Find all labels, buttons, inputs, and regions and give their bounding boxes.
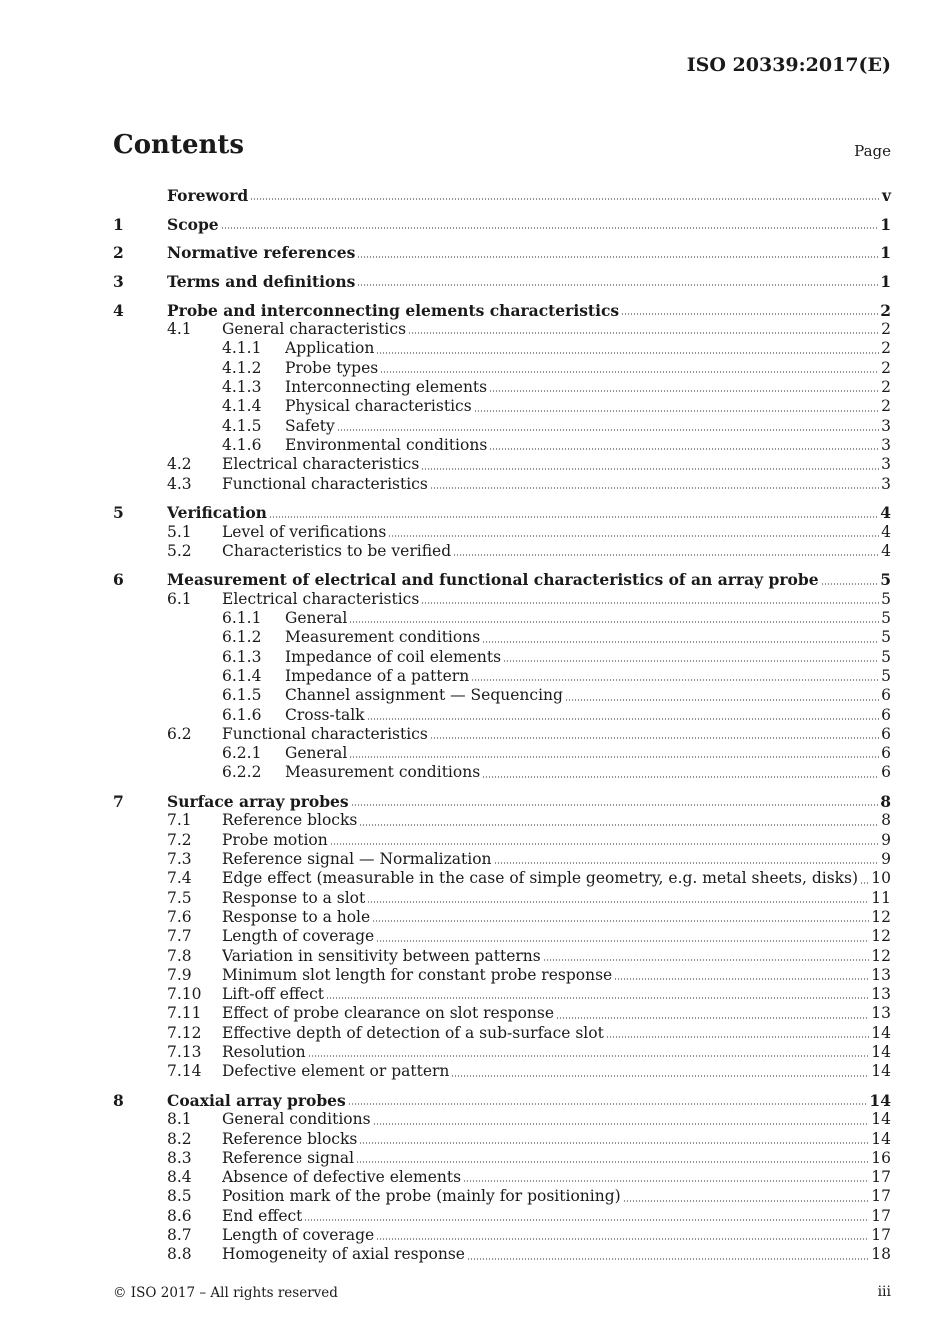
toc-entry-page[interactable]: 17 bbox=[871, 1226, 891, 1245]
dot-leader bbox=[326, 997, 869, 999]
toc-entry-title[interactable]: Reference signal bbox=[222, 1148, 355, 1167]
toc-entry-title[interactable]: Reference blocks bbox=[222, 1129, 358, 1148]
dot-leader bbox=[467, 1258, 869, 1260]
toc-entry-page[interactable]: 2 bbox=[881, 358, 891, 377]
toc-entry-number: 8.5 bbox=[167, 1187, 192, 1206]
toc-entry-number: 7.2 bbox=[167, 830, 192, 849]
dot-leader bbox=[860, 882, 869, 884]
toc-entry[interactable] bbox=[113, 215, 891, 234]
toc-entry-title[interactable]: Absence of defective elements bbox=[222, 1168, 462, 1187]
toc-entry-number: 7.13 bbox=[167, 1043, 202, 1061]
dot-leader bbox=[337, 429, 879, 431]
toc-entry-title[interactable]: Measurement conditions bbox=[285, 628, 481, 647]
toc-entry-number: 7.1 bbox=[167, 811, 192, 830]
toc-entry-number: 5 bbox=[113, 503, 124, 523]
toc-entry-title[interactable]: Characteristics to be verified bbox=[222, 541, 452, 560]
toc-entry[interactable] bbox=[113, 908, 891, 927]
toc-entry[interactable] bbox=[113, 792, 891, 811]
dot-leader bbox=[543, 959, 870, 961]
toc-entry-number: 4 bbox=[113, 300, 124, 320]
toc-entry[interactable] bbox=[113, 1207, 891, 1226]
toc-entry-page[interactable]: 2 bbox=[880, 300, 891, 320]
dot-leader bbox=[380, 371, 879, 373]
toc-entry[interactable] bbox=[113, 475, 891, 494]
toc-entry-number: 7.12 bbox=[167, 1023, 202, 1042]
toc-entry[interactable] bbox=[113, 503, 891, 522]
dot-leader bbox=[351, 804, 879, 806]
toc-entry-page[interactable]: 2 bbox=[881, 397, 891, 416]
toc-entry[interactable] bbox=[113, 1187, 891, 1206]
toc-entry-page[interactable]: 17 bbox=[871, 1206, 891, 1225]
toc-entry[interactable] bbox=[113, 397, 891, 416]
toc-entry-title[interactable]: Lift-off effect bbox=[222, 985, 324, 1004]
dot-leader bbox=[614, 978, 869, 980]
toc-entry-title[interactable]: Functional characteristics bbox=[222, 474, 428, 493]
toc-entry-page[interactable]: 14 bbox=[869, 1090, 891, 1110]
toc-entry-number: 6.2.1 bbox=[222, 744, 262, 763]
toc-entry-number: 8.4 bbox=[167, 1168, 192, 1187]
dot-leader bbox=[556, 1017, 869, 1019]
dot-leader bbox=[221, 227, 879, 229]
toc-entry-page[interactable]: 12 bbox=[871, 927, 891, 946]
dot-leader bbox=[304, 1219, 869, 1221]
toc-entry-page[interactable]: 18 bbox=[871, 1245, 891, 1264]
toc-entry-title[interactable]: Surface array probes bbox=[167, 792, 349, 812]
toc-entry-number: 7.7 bbox=[167, 927, 192, 946]
toc-entry-number: 6.2.2 bbox=[222, 763, 262, 782]
toc-entry[interactable] bbox=[113, 1245, 891, 1264]
toc-entry[interactable] bbox=[113, 706, 891, 725]
toc-entry-title[interactable]: Measurement of electrical and functional characteristics of an array probe bbox=[167, 570, 819, 590]
toc-entry-number: 7.11 bbox=[167, 1004, 202, 1023]
toc-entry-title[interactable]: Scope bbox=[167, 214, 219, 234]
toc-entry[interactable] bbox=[113, 523, 891, 542]
toc-entry-page[interactable]: 12 bbox=[871, 907, 891, 926]
copyright-notice: © ISO 2017 – All rights reserved bbox=[113, 1285, 338, 1301]
toc-entry-title[interactable]: Functional characteristics bbox=[222, 724, 428, 743]
toc-entry-number: 8.8 bbox=[167, 1245, 192, 1264]
toc-entry[interactable] bbox=[113, 850, 891, 869]
toc-entry-number: 6.1.5 bbox=[222, 686, 262, 705]
toc-entry-page[interactable]: 4 bbox=[881, 522, 891, 541]
toc-entry-page[interactable]: 8 bbox=[881, 811, 891, 830]
dot-leader bbox=[376, 940, 869, 942]
toc-entry[interactable] bbox=[113, 763, 891, 782]
toc-entry-number: 6.1.2 bbox=[222, 628, 262, 647]
toc-entry-title[interactable]: Response to a slot bbox=[222, 888, 366, 907]
toc-entry-page[interactable]: 16 bbox=[871, 1148, 891, 1167]
toc-entry-title[interactable]: Measurement conditions bbox=[285, 763, 481, 782]
toc-entry-page[interactable]: 4 bbox=[881, 541, 891, 560]
toc-entry-title[interactable]: Electrical characteristics bbox=[222, 589, 420, 608]
toc-entry-title[interactable]: Homogeneity of axial response bbox=[222, 1245, 465, 1264]
toc-entry[interactable] bbox=[113, 1062, 891, 1081]
toc-entry-number: 3 bbox=[113, 272, 124, 292]
dot-leader bbox=[356, 1161, 869, 1163]
toc-entry-page[interactable]: 17 bbox=[871, 1187, 891, 1206]
toc-entry[interactable] bbox=[113, 1024, 891, 1043]
dot-leader bbox=[408, 332, 879, 334]
toc-entry-number: 8.1 bbox=[167, 1110, 192, 1129]
toc-entry-number: 7 bbox=[113, 792, 124, 812]
dot-leader bbox=[308, 1055, 870, 1057]
toc-entry-title[interactable]: Level of verifications bbox=[222, 522, 387, 541]
toc-entry-title[interactable]: Probe types bbox=[285, 358, 379, 377]
toc-entry-page[interactable]: 13 bbox=[871, 965, 891, 984]
dot-leader bbox=[357, 284, 878, 286]
toc-entry-title[interactable]: Physical characteristics bbox=[285, 397, 472, 416]
table-of-contents bbox=[113, 186, 891, 1265]
toc-entry-number: 8.7 bbox=[167, 1226, 192, 1245]
toc-entry-number: 7.3 bbox=[167, 850, 192, 869]
toc-entry-number: 4.1.3 bbox=[222, 378, 262, 397]
toc-entry-title[interactable]: Length of coverage bbox=[222, 1226, 375, 1245]
toc-entry-number: 6.1.6 bbox=[222, 705, 262, 724]
dot-leader bbox=[503, 660, 879, 662]
dot-leader bbox=[359, 1142, 869, 1144]
toc-entry-title[interactable]: Response to a hole bbox=[222, 907, 371, 926]
toc-entry-page[interactable]: 14 bbox=[871, 1043, 891, 1061]
toc-entry[interactable] bbox=[113, 1043, 891, 1062]
toc-entry[interactable] bbox=[113, 744, 891, 763]
toc-entry-page[interactable]: 6 bbox=[881, 763, 891, 782]
page-number: iii bbox=[877, 1284, 891, 1300]
toc-entry-title[interactable]: Electrical characteristics bbox=[222, 455, 420, 474]
toc-entry-page[interactable]: 13 bbox=[871, 1004, 891, 1023]
toc-entry-number: 7.6 bbox=[167, 907, 192, 926]
toc-entry[interactable] bbox=[113, 542, 891, 561]
dot-leader bbox=[349, 621, 879, 623]
toc-entry-number: 4.1.1 bbox=[222, 339, 262, 358]
toc-entry-page[interactable]: 3 bbox=[881, 416, 891, 435]
toc-entry-title[interactable]: Resolution bbox=[222, 1043, 306, 1061]
dot-leader bbox=[367, 718, 880, 720]
toc-entry-title[interactable]: Probe and interconnecting elements characteristics bbox=[167, 300, 620, 320]
toc-entry[interactable] bbox=[113, 455, 891, 474]
toc-entry-page[interactable]: 1 bbox=[880, 214, 891, 234]
toc-entry[interactable] bbox=[113, 648, 891, 667]
toc-entry[interactable] bbox=[113, 1226, 891, 1245]
toc-entry[interactable] bbox=[113, 1110, 891, 1129]
toc-entry-number: 4.1.4 bbox=[222, 397, 262, 416]
dot-leader bbox=[430, 487, 879, 489]
toc-entry-title[interactable]: General conditions bbox=[222, 1110, 371, 1129]
toc-entry[interactable] bbox=[113, 272, 891, 291]
toc-entry-title[interactable]: Normative references bbox=[167, 243, 356, 263]
toc-entry[interactable] bbox=[113, 811, 891, 830]
toc-entry-number: 7.9 bbox=[167, 965, 192, 984]
toc-entry-number: 5.2 bbox=[167, 541, 192, 560]
dot-leader bbox=[372, 920, 869, 922]
toc-entry-page[interactable]: 6 bbox=[881, 744, 891, 763]
toc-entry-number: 4.1.5 bbox=[222, 416, 262, 435]
toc-entry-page[interactable]: 17 bbox=[871, 1168, 891, 1187]
toc-entry-title[interactable]: Coaxial array probes bbox=[167, 1090, 346, 1110]
toc-entry-page[interactable]: 5 bbox=[881, 647, 891, 666]
toc-entry-title[interactable]: Safety bbox=[285, 416, 335, 435]
toc-entry-title[interactable]: Environmental conditions bbox=[285, 435, 488, 454]
toc-entry-page[interactable]: 9 bbox=[881, 830, 891, 849]
toc-entry-page[interactable]: 14 bbox=[871, 1129, 891, 1148]
toc-entry-title[interactable]: General bbox=[285, 609, 348, 628]
toc-entry-page[interactable]: 2 bbox=[881, 339, 891, 358]
dot-leader bbox=[453, 554, 879, 556]
toc-entry-page[interactable]: 3 bbox=[881, 474, 891, 493]
toc-entry-number: 2 bbox=[113, 243, 124, 263]
toc-entry-title[interactable]: Effective depth of detection of a sub-surface slot bbox=[222, 1023, 604, 1042]
toc-entry-title[interactable]: Foreword bbox=[167, 186, 249, 205]
toc-entry[interactable] bbox=[113, 667, 891, 686]
toc-entry[interactable] bbox=[113, 1130, 891, 1149]
toc-entry-page[interactable]: 14 bbox=[871, 1062, 891, 1081]
toc-entry-page[interactable]: 5 bbox=[881, 666, 891, 685]
toc-entry-page[interactable]: 6 bbox=[881, 686, 891, 705]
toc-entry-title[interactable]: General bbox=[285, 744, 348, 763]
toc-entry[interactable] bbox=[113, 570, 891, 589]
dot-leader bbox=[348, 1103, 868, 1105]
toc-entry[interactable] bbox=[113, 686, 891, 705]
toc-entry[interactable] bbox=[113, 590, 891, 609]
toc-entry-number: 7.4 bbox=[167, 869, 192, 888]
toc-entry-number: 5.1 bbox=[167, 522, 192, 541]
toc-entry-title[interactable]: Interconnecting elements bbox=[285, 378, 488, 397]
toc-entry-page[interactable]: 2 bbox=[881, 378, 891, 397]
toc-entry-number: 7.10 bbox=[167, 985, 202, 1004]
dot-leader bbox=[367, 901, 869, 903]
toc-entry[interactable] bbox=[113, 1149, 891, 1168]
dot-leader bbox=[269, 516, 878, 518]
toc-entry-title[interactable]: Defective element or pattern bbox=[222, 1062, 450, 1081]
toc-entry-title[interactable]: Effect of probe clearance on slot response bbox=[222, 1004, 555, 1023]
toc-entry-title[interactable]: End effect bbox=[222, 1206, 303, 1225]
dot-leader bbox=[482, 776, 879, 778]
toc-entry-title[interactable]: Probe motion bbox=[222, 830, 328, 849]
dot-leader bbox=[606, 1036, 869, 1038]
toc-entry[interactable] bbox=[113, 339, 891, 358]
toc-entry[interactable] bbox=[113, 417, 891, 436]
page-column-label: Page bbox=[854, 142, 891, 160]
dot-leader bbox=[565, 699, 879, 701]
dot-leader bbox=[471, 679, 879, 681]
dot-leader bbox=[373, 1123, 870, 1125]
toc-entry[interactable] bbox=[113, 985, 891, 1004]
toc-entry-page[interactable]: 6 bbox=[881, 705, 891, 724]
dot-leader bbox=[330, 843, 879, 845]
toc-entry-page[interactable]: 4 bbox=[880, 503, 891, 523]
toc-entry[interactable] bbox=[113, 725, 891, 744]
toc-entry-number: 6.1.1 bbox=[222, 609, 262, 628]
toc-entry[interactable] bbox=[113, 1168, 891, 1187]
toc-entry-number: 8.3 bbox=[167, 1148, 192, 1167]
toc-entry-page[interactable]: 5 bbox=[881, 628, 891, 647]
dot-leader bbox=[474, 410, 879, 412]
dot-leader bbox=[489, 390, 879, 392]
dot-leader bbox=[388, 535, 879, 537]
toc-entry-title[interactable]: Impedance of a pattern bbox=[285, 666, 470, 685]
toc-entry[interactable] bbox=[113, 1004, 891, 1023]
toc-entry-title[interactable]: Edge effect (measurable in the case of simple geometry, e.g. metal sheets, disks) bbox=[222, 869, 859, 888]
toc-entry-number: 1 bbox=[113, 214, 124, 234]
toc-entry-number: 8 bbox=[113, 1090, 124, 1110]
toc-entry-title[interactable]: Variation in sensitivity between patterns bbox=[222, 946, 541, 965]
toc-entry-page[interactable]: 1 bbox=[880, 272, 891, 292]
toc-entry[interactable] bbox=[113, 869, 891, 888]
toc-entry-number: 7.8 bbox=[167, 946, 192, 965]
toc-entry-page[interactable]: 3 bbox=[881, 435, 891, 454]
dot-leader bbox=[463, 1180, 869, 1182]
toc-entry-page[interactable]: 8 bbox=[880, 792, 891, 812]
toc-entry-title[interactable]: Application bbox=[285, 339, 375, 358]
dot-leader bbox=[451, 1075, 869, 1077]
toc-entry-title[interactable]: Reference signal — Normalization bbox=[222, 850, 492, 869]
toc-entry-title[interactable]: Terms and definitions bbox=[167, 272, 356, 292]
dot-leader bbox=[621, 313, 878, 315]
toc-entry-number: 4.2 bbox=[167, 455, 192, 474]
toc-entry[interactable] bbox=[113, 927, 891, 946]
page-title: Contents bbox=[113, 130, 245, 160]
toc-entry-title[interactable]: Position mark of the probe (mainly for positioning) bbox=[222, 1187, 621, 1206]
toc-entry-page[interactable]: 10 bbox=[871, 869, 891, 888]
toc-entry-page[interactable]: 1 bbox=[880, 243, 891, 263]
toc-entry-number: 8.6 bbox=[167, 1206, 192, 1225]
dot-leader bbox=[421, 468, 879, 470]
toc-entry[interactable] bbox=[113, 1091, 891, 1110]
toc-entry-title[interactable]: General characteristics bbox=[222, 320, 407, 339]
toc-entry-page[interactable]: v bbox=[881, 186, 891, 205]
toc-entry-title[interactable]: Reference blocks bbox=[222, 811, 358, 830]
dot-leader bbox=[376, 1238, 869, 1240]
toc-entry[interactable] bbox=[113, 889, 891, 908]
dot-leader bbox=[482, 641, 879, 643]
toc-entry[interactable] bbox=[113, 378, 891, 397]
dot-leader bbox=[430, 737, 879, 739]
toc-entry-number: 6.1.4 bbox=[222, 666, 262, 685]
toc-entry[interactable] bbox=[113, 359, 891, 378]
toc-entry-title[interactable]: Cross-talk bbox=[285, 705, 365, 724]
toc-entry-number: 4.1.2 bbox=[222, 358, 262, 377]
toc-entry[interactable] bbox=[113, 966, 891, 985]
toc-entry[interactable] bbox=[113, 609, 891, 628]
toc-entry[interactable] bbox=[113, 320, 891, 339]
toc-entry-number: 7.14 bbox=[167, 1062, 202, 1081]
toc-entry-title[interactable]: Verification bbox=[167, 503, 267, 523]
dot-leader bbox=[421, 602, 879, 604]
toc-entry-page[interactable]: 2 bbox=[881, 320, 891, 339]
toc-entry[interactable] bbox=[113, 831, 891, 850]
dot-leader bbox=[250, 198, 880, 200]
toc-entry-page[interactable]: 14 bbox=[871, 1110, 891, 1129]
document-id: ISO 20339:2017(E) bbox=[686, 54, 891, 76]
toc-entry-number: 6 bbox=[113, 570, 124, 590]
dot-leader bbox=[359, 824, 879, 826]
toc-entry-title[interactable]: Length of coverage bbox=[222, 927, 375, 946]
toc-entry-page[interactable]: 5 bbox=[881, 589, 891, 608]
dot-leader bbox=[349, 756, 879, 758]
toc-entry-page[interactable]: 3 bbox=[881, 455, 891, 474]
dot-leader bbox=[623, 1200, 870, 1202]
toc-entry-page[interactable]: 14 bbox=[871, 1023, 891, 1042]
dot-leader bbox=[821, 583, 879, 585]
toc-entry-number: 6.2 bbox=[167, 724, 192, 743]
toc-entry[interactable] bbox=[113, 243, 891, 262]
toc-entry-title[interactable]: Impedance of coil elements bbox=[285, 647, 502, 666]
toc-entry-page[interactable]: 5 bbox=[880, 570, 891, 590]
toc-entry-title[interactable]: Minimum slot length for constant probe response bbox=[222, 965, 613, 984]
dot-leader bbox=[489, 448, 879, 450]
toc-entry-page[interactable]: 13 bbox=[871, 985, 891, 1004]
toc-entry[interactable] bbox=[113, 301, 891, 320]
dot-leader bbox=[494, 862, 880, 864]
toc-entry-number: 4.1 bbox=[167, 320, 192, 339]
toc-entry-number: 4.3 bbox=[167, 474, 192, 493]
toc-entry[interactable] bbox=[113, 628, 891, 647]
toc-entry-number: 6.1.3 bbox=[222, 647, 262, 666]
toc-entry-title[interactable]: Channel assignment — Sequencing bbox=[285, 686, 563, 705]
toc-entry-number: 6.1 bbox=[167, 589, 192, 608]
toc-entry-page[interactable]: 9 bbox=[881, 850, 891, 869]
toc-entry-number: 4.1.6 bbox=[222, 435, 262, 454]
toc-entry[interactable] bbox=[113, 947, 891, 966]
dot-leader bbox=[376, 352, 879, 354]
dot-leader bbox=[357, 256, 878, 258]
toc-entry-number: 8.2 bbox=[167, 1129, 192, 1148]
toc-entry-page[interactable]: 11 bbox=[871, 888, 891, 907]
toc-entry-page[interactable]: 12 bbox=[871, 946, 891, 965]
toc-entry-page[interactable]: 5 bbox=[881, 609, 891, 628]
toc-entry[interactable] bbox=[113, 436, 891, 455]
toc-entry-page[interactable]: 6 bbox=[881, 724, 891, 743]
toc-entry[interactable] bbox=[113, 186, 891, 205]
toc-entry-number: 7.5 bbox=[167, 888, 192, 907]
